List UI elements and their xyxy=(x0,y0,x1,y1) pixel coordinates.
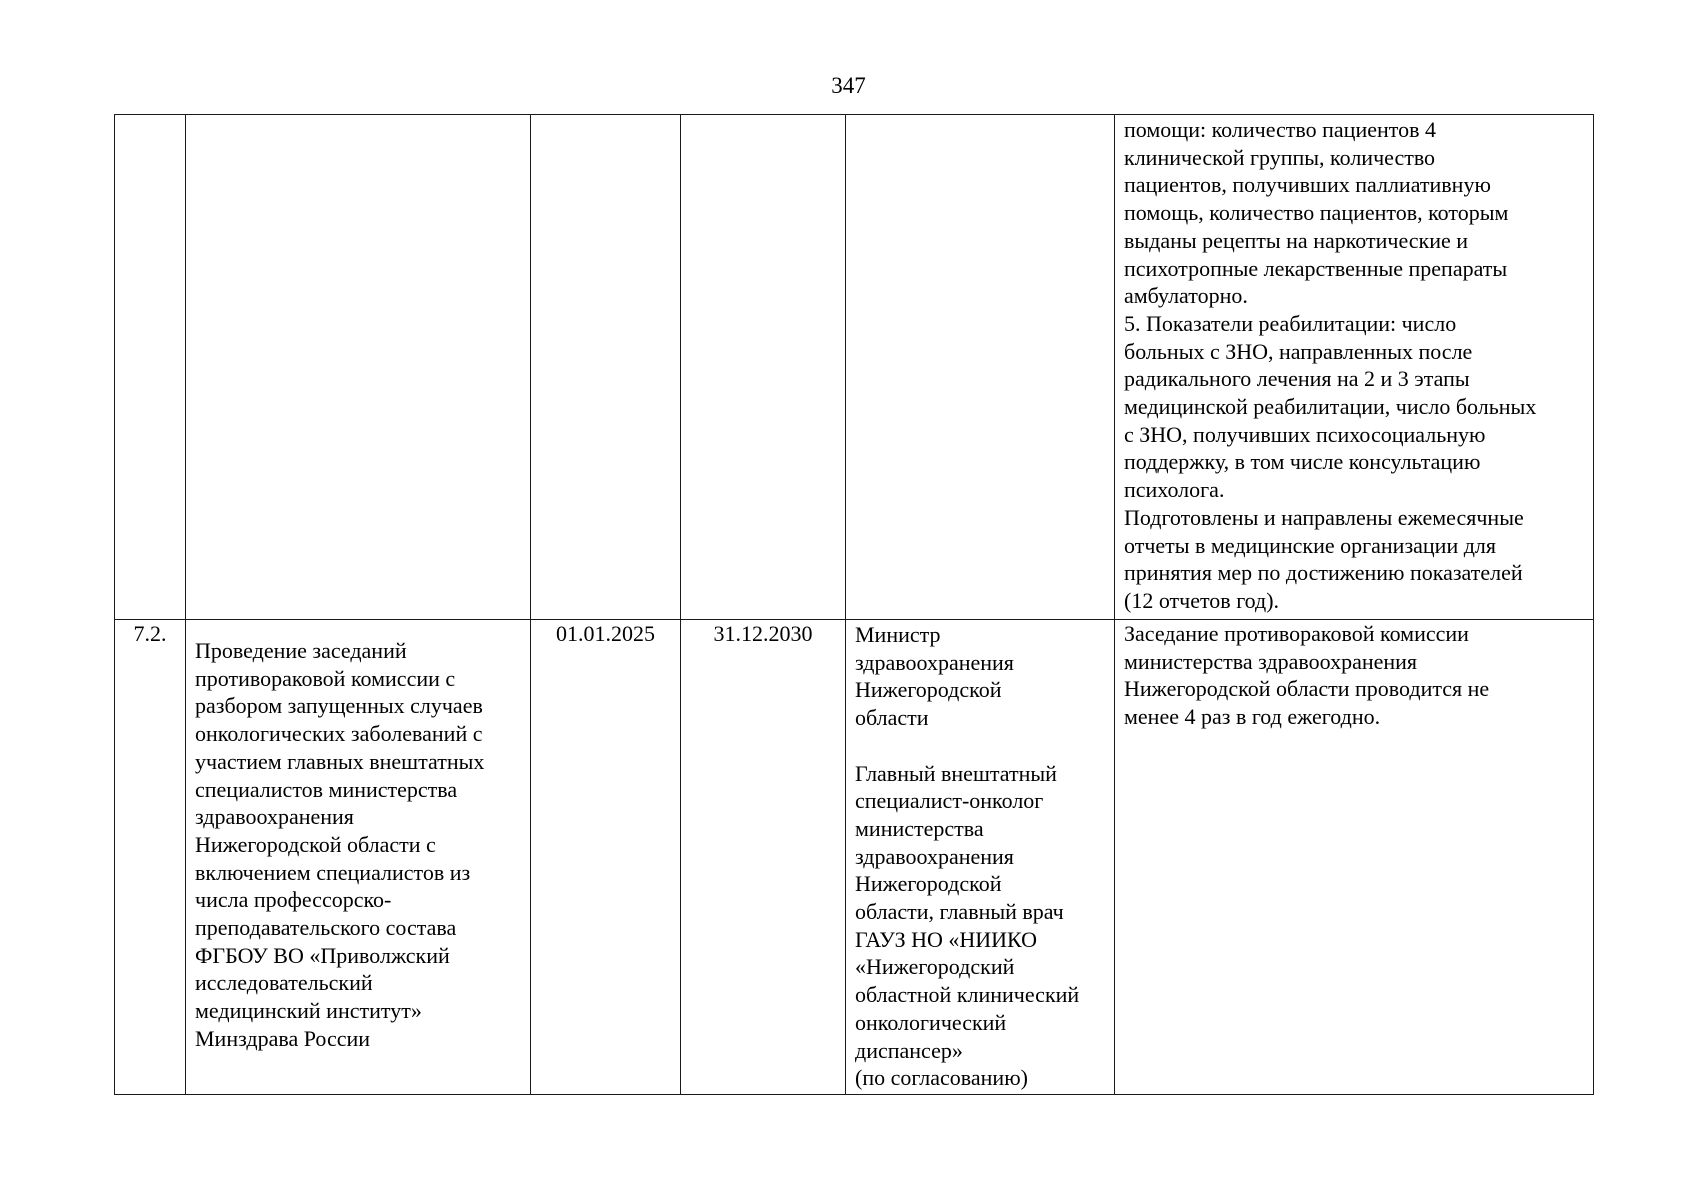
cell-start-date xyxy=(531,620,681,1095)
cell-responsible-empty xyxy=(846,115,1115,620)
responsible-text: Министр здравоохранения Нижегородской области Главный внештатный специалист-онколог министерства здравоохранения Нижегородской области, главный врач ГАУЗ НО «НИИКО «Нижегородский областной клинический онкологический диспансер» (по согласованию) xyxy=(855,622,1080,1091)
cell-action xyxy=(186,620,531,1095)
row-number: 7.2. xyxy=(133,621,167,646)
action-text: Проведение заседаний противораковой комиссии с разбором запущенных случаев онкологических заболеваний с участием главных внештатных специалистов министерства здравоохранения Нижегородской области с включением специалистов из числа профессорско- преподавательского состава ФГБОУ ВО «Приволжский исследовательский медицинский институт» Минздрава России xyxy=(195,638,485,1051)
cell-results xyxy=(1115,620,1594,1095)
end-date: 31.12.2030 xyxy=(713,621,813,646)
table-row-7-2 xyxy=(115,620,1594,1095)
measures-table xyxy=(114,114,1594,1095)
cell-number xyxy=(115,620,186,1095)
results-text: помощи: количество пациентов 4 клинической группы, количество пациентов, получивших паллиативную помощь, количество пациентов, которым выданы рецепты на наркотические и психотропные лекарственные препараты амбулаторно. 5. Показатели реабилитации: число больных с ЗНО, направленных после радикального лечения на 2 и 3 этапы медицинской реабилитации, число больных с ЗНО, получивших психосоциальную поддержку, в том числе консультацию психолога. Подготовлены и направлены ежемесячные отчеты в медицинские организации для принятия мер по достижению показателей (12 отчетов год). xyxy=(1124,117,1537,613)
cell-end-date-empty xyxy=(681,115,846,620)
table-row-continued xyxy=(115,115,1594,620)
page-number: 347 xyxy=(831,73,866,98)
cell-responsible xyxy=(846,620,1115,1095)
cell-action-empty xyxy=(186,115,531,620)
cell-number-empty xyxy=(115,115,186,620)
start-date: 01.01.2025 xyxy=(556,621,655,646)
cell-end-date xyxy=(681,620,846,1095)
cell-results-continued xyxy=(1115,115,1594,620)
results-text: Заседание противораковой комиссии министерства здравоохранения Нижегородской области проводится не менее 4 раз в год ежегодно. xyxy=(1124,621,1490,730)
cell-start-date-empty xyxy=(531,115,681,620)
